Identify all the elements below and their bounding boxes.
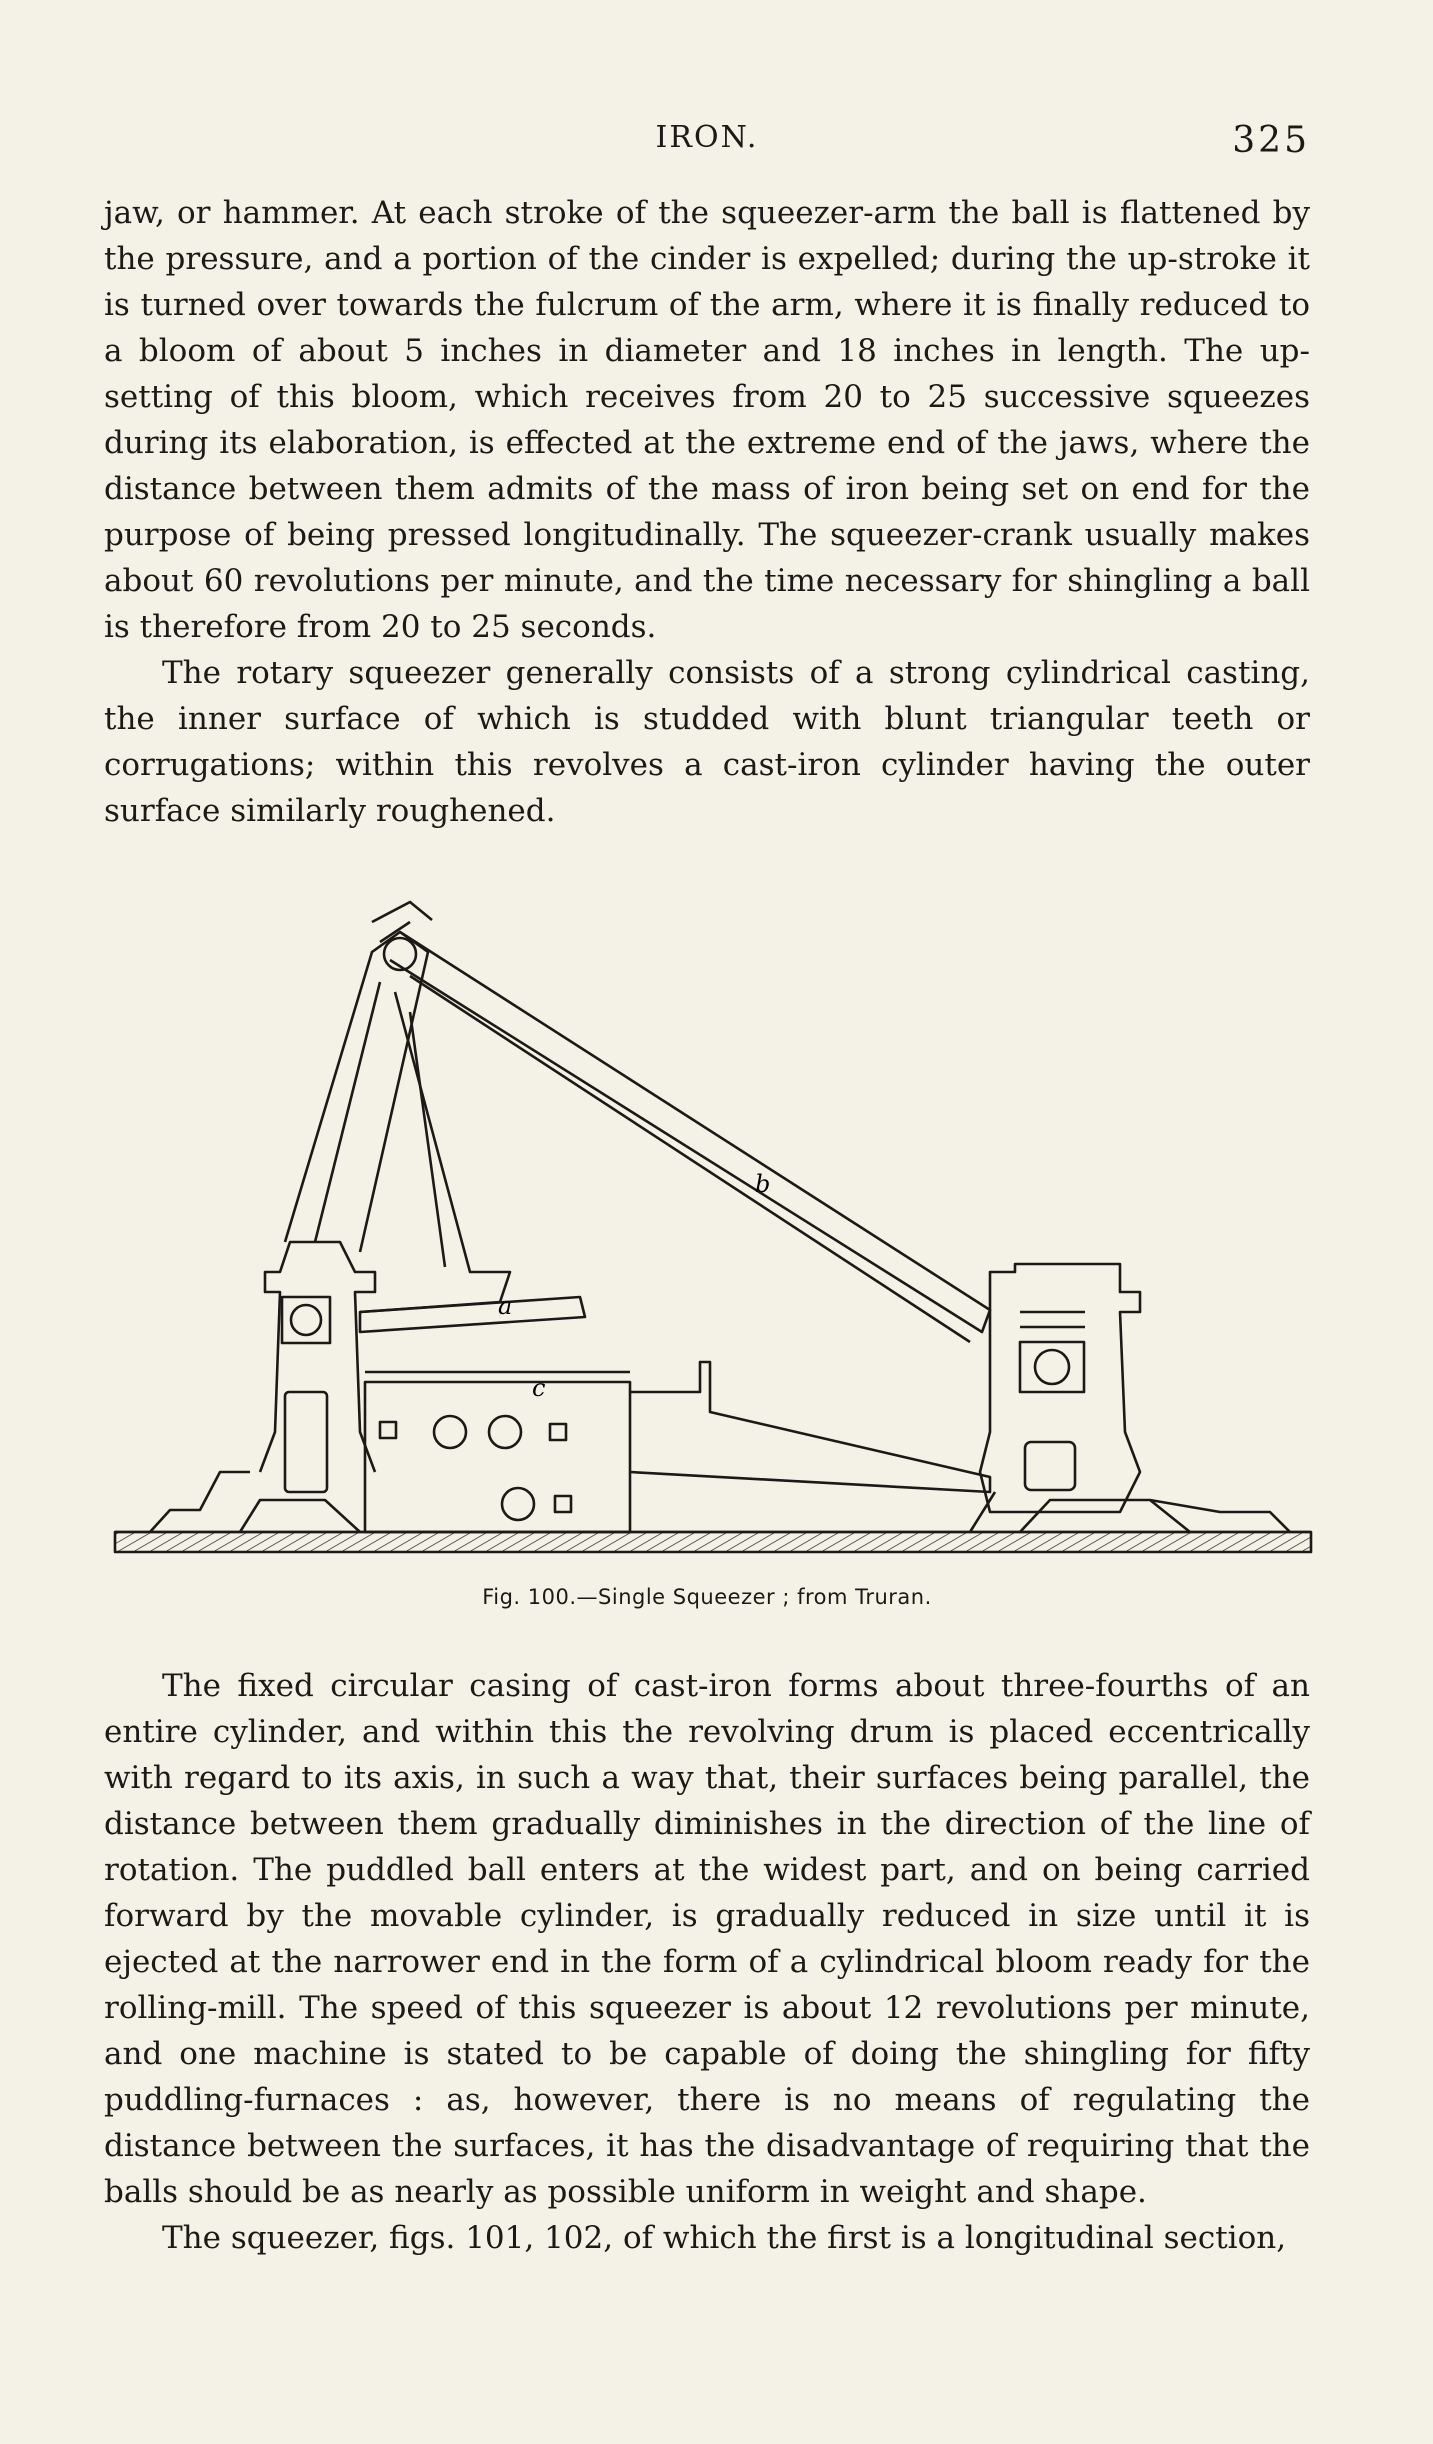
anvil-box-c <box>365 1382 630 1532</box>
page-header <box>104 118 1310 168</box>
paragraph: jaw, or hammer. At each stroke of the squeezer-arm the ball is flattened by the pressure, and a portion of the cinder is expelled; during the up-stroke it is turned over towards the fulcrum of the arm, where it is finally reduced to a bloom of about 5 inches in diameter and 18 inches in length. The up-setting of this bloom, which receives from 20 to 25 successive squeezes during its elaboration, is effected at the extreme end of the jaws, where the distance between them admits of the mass of iron being set on end for the purpose of being pressed longitudinally. The squeezer-crank usually makes about 60 revolutions per minute, and the time necessary for shingling a ball is therefore from 20 to 25 seconds. <box>104 195 1310 645</box>
page-number: 325 <box>1232 120 1310 161</box>
left-foot <box>150 1472 250 1532</box>
label-b: b <box>755 1170 771 1198</box>
jaw-a <box>360 1297 585 1332</box>
squeezer-drawing <box>110 872 1316 1572</box>
text-block-bottom <box>104 1663 1310 2261</box>
bed-plate <box>630 1362 990 1492</box>
paragraph: The rotary squeezer generally consists of a strong cylindrical casting, the inner surface of which is studded with blunt triangular teeth or corrugations; within this revolves a cast-iron cylinder having the outer surface similarly roughened. <box>104 655 1310 829</box>
lever-arm <box>285 932 428 1252</box>
label-a: a <box>498 1292 513 1320</box>
running-title: IRON. <box>655 120 759 155</box>
crank-pin <box>1035 1350 1069 1384</box>
left-standard <box>260 1242 375 1472</box>
right-standard <box>980 1264 1140 1512</box>
left-pin <box>291 1305 321 1335</box>
figure-single-squeezer <box>110 872 1316 1572</box>
figure-caption: Fig. 100.—Single Squeezer ; from Truran. <box>482 1585 932 1609</box>
paragraph: The fixed circular casing of cast-iron forms about three-fourths of an entire cylinder, and within this the revolving drum is placed eccentrically with regard to its axis, in such a way that, their surfaces being parallel, the distance between them gradually diminishes in the direction of the line of rotation. The puddled ball enters at the widest part, and on being carried forward by the movable cylinder, is gradually reduced in size until it is ejected at the narrower end in the form of a cylindrical bloom ready for the rolling-mill. The speed of this squeezer is about 12 revolutions per minute, and one machine is stated to be capable of doing the shingling for fifty puddling-furnaces : as, however, there is no means of regulating the distance between the surfaces, it has the disadvantage of requiring that the balls should be as nearly as possible uniform in weight and shape. <box>104 1668 1310 2210</box>
paragraph: The squeezer, figs. 101, 102, of which the first is a longitudinal section, <box>162 2220 1287 2256</box>
label-c: c <box>532 1374 546 1402</box>
text-block-top <box>104 190 1310 834</box>
ground-hatching <box>115 1532 1311 1552</box>
